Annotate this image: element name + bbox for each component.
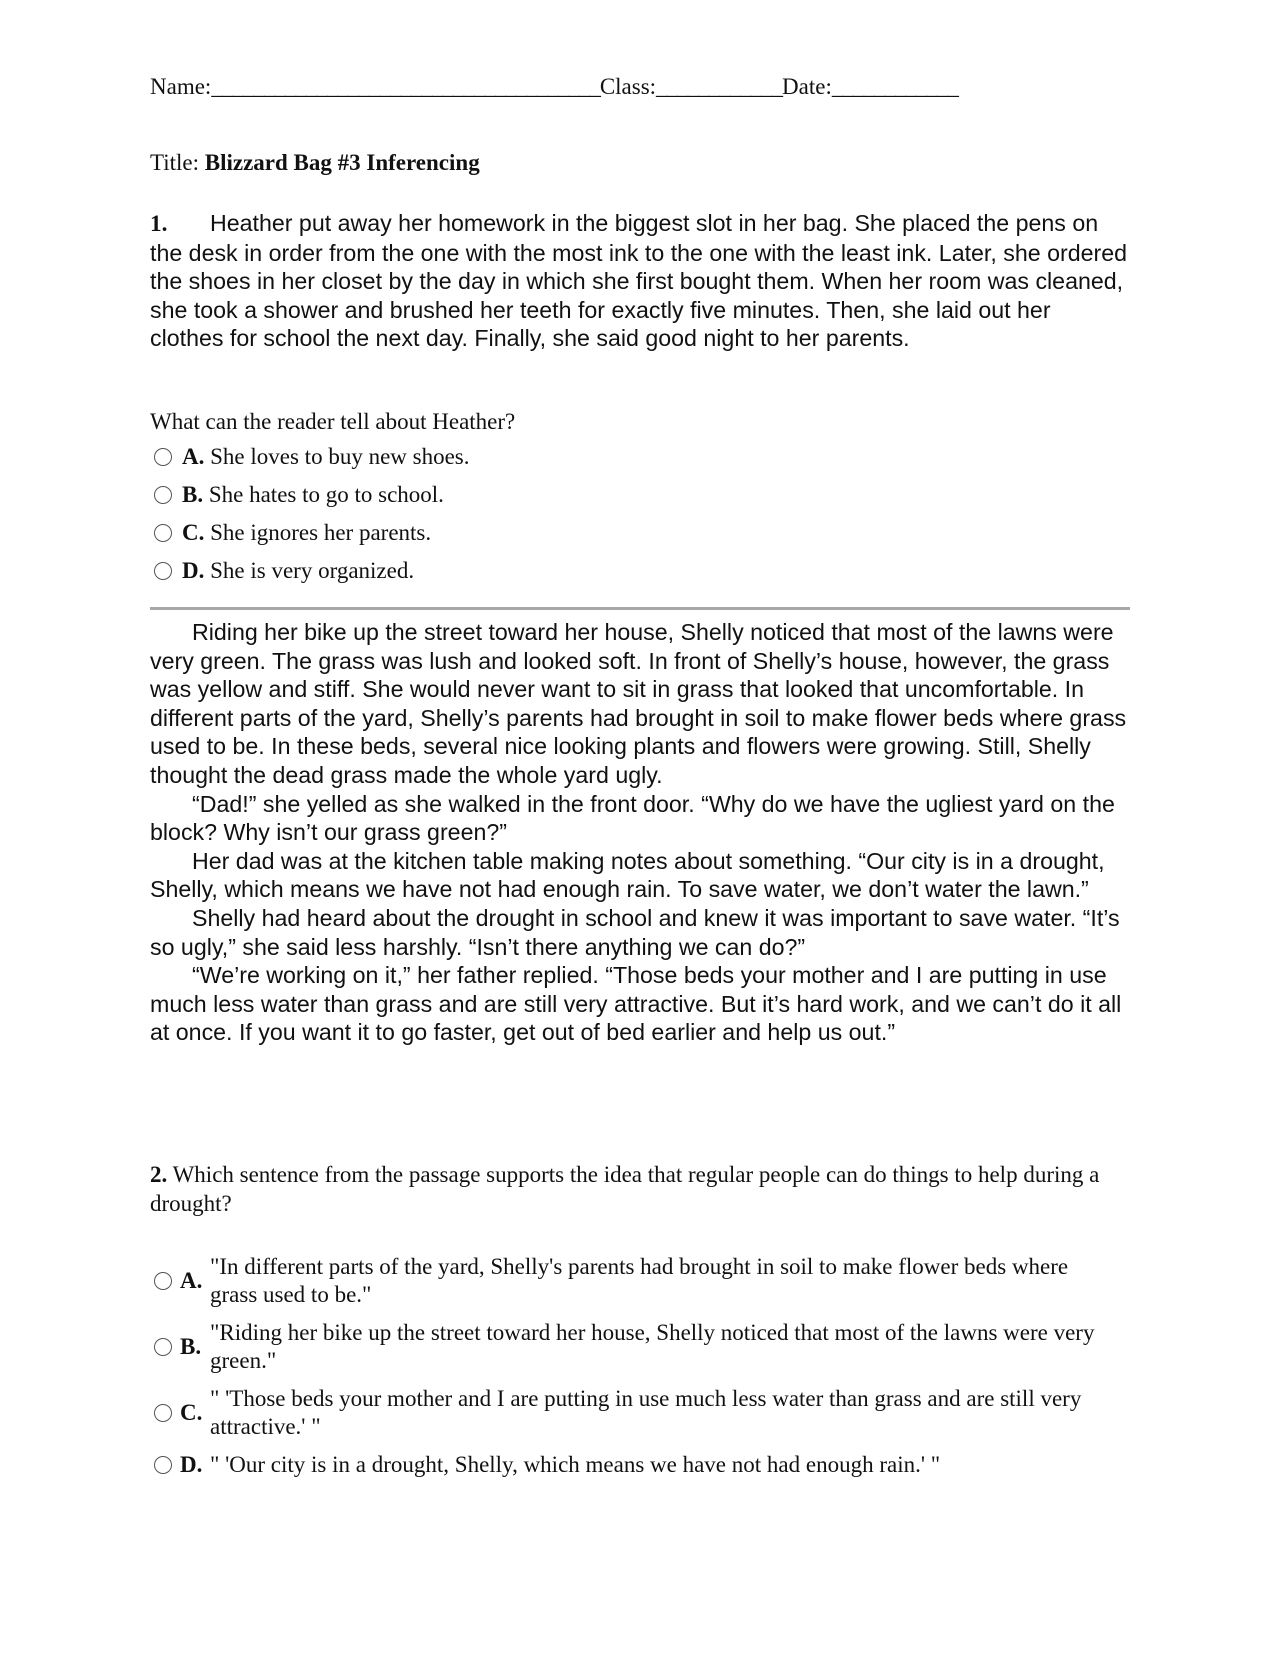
question-2-text: Which sentence from the passage supports the idea that regular people can do things to help during a drought? bbox=[150, 1162, 1100, 1216]
radio-button-icon[interactable] bbox=[154, 1456, 172, 1474]
passage-paragraph: Riding her bike up the street toward her house, Shelly noticed that most of the lawns were very green. The grass was lush and looked soft. In front of Shelly’s house, however, the grass was yellow and stiff. She would never want to sit in grass that looked that uncomfortable. In different parts of the yard, Shelly’s parents had brought in soil to make flower beds where grass used to be. In these beds, several nice looking plants and flowers were growing. Still, Shelly thought the dead grass made the whole yard ugly. bbox=[150, 619, 1127, 788]
choice-text: " 'Those beds your mother and I are putting in use much less water than grass and are still very attractive.' " bbox=[210, 1386, 1082, 1439]
question-2-choice-a[interactable] bbox=[154, 1253, 1114, 1309]
name-field[interactable]: _____________________________________ bbox=[211, 74, 600, 99]
question-1-choices bbox=[154, 438, 1114, 590]
choice-text: She ignores her parents. bbox=[210, 520, 432, 545]
passage-paragraph: “We’re working on it,” her father replied. “Those beds your mother and I are putting in use much less water than grass and are still very attractive. But it’s hard work, and we can’t do it all at once. If you want it to go faster, get out of bed earlier and help us out.” bbox=[150, 962, 1122, 1046]
date-field[interactable]: ____________ bbox=[831, 74, 958, 99]
radio-button-icon[interactable] bbox=[154, 1338, 172, 1356]
choice-letter: D. bbox=[182, 558, 205, 583]
question-2-choice-c[interactable] bbox=[154, 1385, 1114, 1441]
choice-text: She hates to go to school. bbox=[208, 482, 444, 507]
question-1-text: Heather put away her homework in the biggest slot in her bag. She placed the pens on the desk in order from the one with the most ink to the one with the least ink. Later, she ordered the shoes in her closet by the day in which she first bought them. When her room was cleaned, she took a shower and brushed her teeth for exactly five minutes. Then, she laid out her clothes for school the next day. Finally, she said good night to her parents. bbox=[150, 210, 1127, 352]
question-2-choice-b[interactable] bbox=[154, 1319, 1114, 1375]
question-2-choices bbox=[154, 1253, 1114, 1489]
radio-button-icon[interactable] bbox=[154, 448, 172, 466]
radio-button-icon[interactable] bbox=[154, 1272, 172, 1290]
passage-paragraph: Her dad was at the kitchen table making notes about something. “Our city is in a drought, Shelly, which means we have not had enough rain. To save water, we don’t water the lawn.” bbox=[150, 847, 1105, 903]
worksheet-header bbox=[150, 74, 1130, 100]
passage-paragraph: Shelly had heard about the drought in school and knew it was important to save water. “It’s so ugly,” she said less harshly. “Isn’t there anything we can do?” bbox=[150, 904, 1120, 960]
choice-letter: A. bbox=[180, 1268, 203, 1293]
radio-button-icon[interactable] bbox=[154, 524, 172, 542]
choice-letter: C. bbox=[182, 520, 205, 545]
question-2-number: 2. bbox=[150, 1162, 168, 1187]
reading-passage bbox=[150, 618, 1130, 1047]
question-1-choice-d[interactable] bbox=[154, 552, 1114, 590]
choice-text: She is very organized. bbox=[210, 558, 415, 583]
choice-letter: D. bbox=[180, 1452, 203, 1477]
title-text: Blizzard Bag #3 Inferencing bbox=[204, 150, 480, 175]
choice-text: "In different parts of the yard, Shelly's parents had brought in soil to make flower beds where grass used to be." bbox=[210, 1254, 1069, 1307]
radio-button-icon[interactable] bbox=[154, 1404, 172, 1422]
question-1-passage bbox=[150, 209, 1130, 353]
question-1-choice-c[interactable] bbox=[154, 514, 1114, 552]
question-1-number: 1. bbox=[150, 211, 168, 237]
question-1-choice-b[interactable] bbox=[154, 476, 1114, 514]
choice-text: " 'Our city is in a drought, Shelly, which means we have not had enough rain.' " bbox=[210, 1452, 941, 1477]
title-label: Title: bbox=[150, 150, 205, 175]
radio-button-icon[interactable] bbox=[154, 562, 172, 580]
question-2-prompt bbox=[150, 1161, 1110, 1219]
question-1-prompt: What can the reader tell about Heather? bbox=[150, 409, 516, 434]
class-label: Class: bbox=[599, 74, 657, 99]
section-divider bbox=[150, 607, 1130, 610]
choice-letter: B. bbox=[182, 482, 204, 507]
passage-paragraph: “Dad!” she yelled as she walked in the front door. “Why do we have the ugliest yard on the block? Why isn’t our grass green?” bbox=[150, 790, 1115, 846]
worksheet-title bbox=[150, 150, 480, 176]
choice-letter: C. bbox=[180, 1400, 203, 1425]
choice-text: She loves to buy new shoes. bbox=[210, 444, 470, 469]
class-field[interactable]: ____________ bbox=[656, 74, 783, 99]
choice-text: "Riding her bike up the street toward her house, Shelly noticed that most of the lawns were very green." bbox=[210, 1320, 1095, 1373]
question-1-choice-a[interactable] bbox=[154, 438, 1114, 476]
date-label: Date: bbox=[782, 74, 832, 99]
choice-letter: A. bbox=[182, 444, 205, 469]
choice-letter: B. bbox=[180, 1334, 202, 1359]
radio-button-icon[interactable] bbox=[154, 486, 172, 504]
name-label: Name: bbox=[150, 74, 212, 99]
question-2-choice-d[interactable] bbox=[154, 1451, 1114, 1479]
